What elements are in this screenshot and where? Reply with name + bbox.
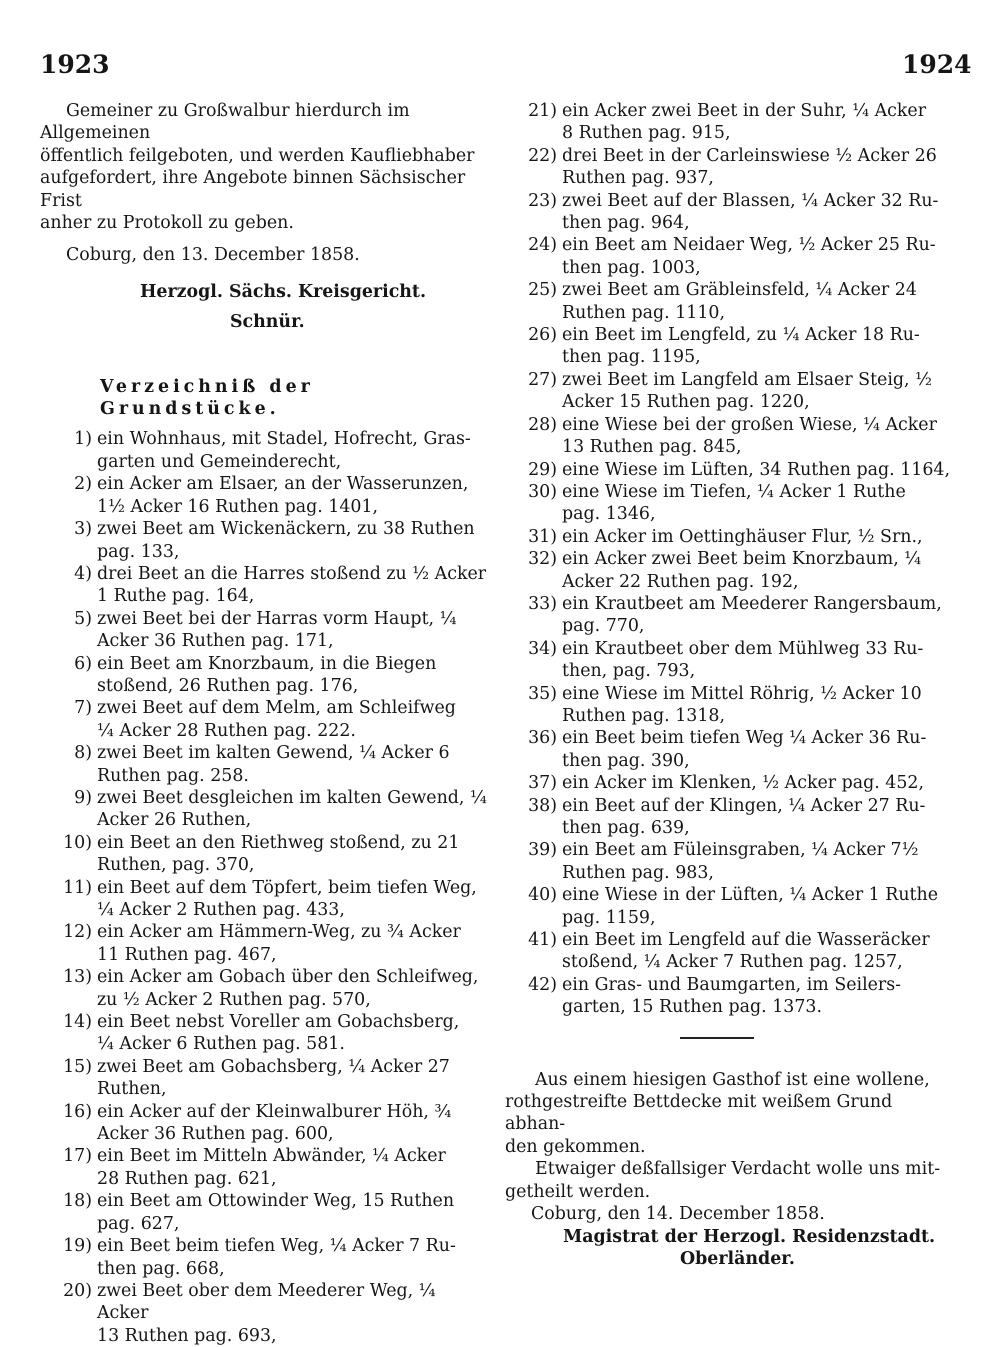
- page-number-right: 1924: [902, 50, 972, 79]
- list-item: [40, 921, 490, 966]
- item-text: ein Beet an den Riethweg stoßend, zu 21 Ruthen, pag. 370,: [97, 832, 460, 876]
- item-number: 3): [74, 519, 92, 540]
- item-text: eine Wiese im Lüften, 34 Ruthen pag. 1164,: [562, 459, 950, 480]
- section-divider: [680, 1037, 754, 1039]
- left-column: [40, 100, 490, 1347]
- item-number: 31): [528, 526, 557, 547]
- item-number: 36): [528, 728, 557, 749]
- item-number: 19): [63, 1236, 92, 1257]
- list-item: [40, 1056, 490, 1101]
- list-item: [505, 100, 955, 145]
- item-text: ein Acker am Gobach über den Schleifweg, zu ½ Acker 2 Ruthen pag. 570,: [97, 967, 479, 1010]
- item-number: 35): [528, 683, 557, 704]
- list-item: [40, 428, 490, 473]
- place-date: Coburg, den 13. December 1858.: [66, 245, 360, 266]
- item-number: 13): [63, 967, 92, 988]
- item-number: 37): [528, 773, 557, 794]
- list-item: [40, 1190, 490, 1235]
- list-item: [40, 832, 490, 877]
- item-number: 17): [63, 1146, 92, 1167]
- item-text: zwei Beet ober dem Meederer Weg, ¼ Acker 13 Ruthen pag. 693,: [97, 1280, 436, 1346]
- item-number: 41): [528, 930, 557, 951]
- item-number: 10): [63, 832, 92, 853]
- list-item: [40, 563, 490, 608]
- list-item: [505, 795, 955, 840]
- item-number: 6): [74, 653, 92, 674]
- item-text: ein Beet am Füleinsgraben, ¼ Acker 7½ Ruthen pag. 983,: [562, 840, 919, 883]
- list-item: [505, 839, 955, 884]
- item-text: zwei Beet auf dem Melm, am Schleifweg ¼ Acker 28 Ruthen pag. 222.: [97, 698, 456, 741]
- item-text: eine Wiese bei der großen Wiese, ¼ Acker 13 Ruthen pag. 845,: [562, 414, 937, 458]
- item-text: zwei Beet am Gobachsberg, ¼ Acker 27 Ruthen,: [97, 1056, 450, 1100]
- item-text: ein Beet am Knorzbaum, in die Biegen stoßend, 26 Ruthen pag. 176,: [97, 653, 437, 696]
- item-text: ein Gras- und Baumgarten, im Seilers- garten, 15 Ruthen pag. 1373.: [562, 974, 902, 1018]
- item-text: zwei Beet im kalten Gewend, ¼ Acker 6 Ruthen pag. 258.: [97, 743, 450, 786]
- item-number: 12): [63, 922, 92, 943]
- item-number: 20): [63, 1280, 92, 1301]
- item-text: zwei Beet am Gräbleinsfeld, ¼ Acker 24 Ruthen pag. 1110,: [562, 280, 917, 323]
- item-text: ein Beet im Mitteln Abwänder, ¼ Acker 28 Ruthen pag. 621,: [97, 1146, 446, 1189]
- item-text: ein Krautbeet am Meederer Rangersbaum, pag. 770,: [562, 593, 942, 637]
- item-number: 14): [63, 1012, 92, 1033]
- item-text: ein Acker zwei Beet beim Knorzbaum, ¼ Acker 22 Ruthen pag. 192,: [562, 549, 922, 592]
- item-number: 23): [528, 190, 557, 211]
- list-heading: Verzeichniß der Grundstücke.: [100, 376, 314, 420]
- item-number: 29): [528, 459, 557, 480]
- item-number: 15): [63, 1056, 92, 1077]
- property-list-right: [505, 100, 955, 1019]
- list-item: [505, 324, 955, 369]
- property-list-left: [40, 428, 490, 1347]
- item-number: 42): [528, 974, 557, 995]
- item-number: 21): [528, 101, 557, 121]
- item-number: 28): [528, 414, 557, 435]
- item-number: 16): [63, 1101, 92, 1122]
- item-text: ein Acker im Oettinghäuser Flur, ½ Srn.,: [562, 526, 923, 547]
- list-item: [40, 608, 490, 653]
- list-item: [40, 518, 490, 563]
- list-item: [505, 929, 955, 974]
- list-item: [40, 787, 490, 832]
- notice-paragraph-2: Etwaiger deßfallsiger Verdacht wolle uns mit- getheilt werden.: [505, 1159, 941, 1202]
- list-item: [505, 884, 955, 929]
- list-item: [505, 593, 955, 638]
- item-number: 34): [528, 638, 557, 659]
- item-text: ein Krautbeet ober dem Mühlweg 33 Ru- then, pag. 793,: [562, 638, 924, 682]
- item-number: 9): [74, 787, 92, 808]
- list-item: [505, 638, 955, 683]
- item-text: ein Beet im Lengfeld auf die Wasseräcker stoßend, ¼ Acker 7 Ruthen pag. 1257,: [562, 930, 930, 973]
- item-number: 33): [528, 593, 557, 614]
- item-text: zwei Beet im Langfeld am Elsaer Steig, ½ Acker 15 Ruthen pag. 1220,: [562, 369, 932, 413]
- item-text: ein Acker zwei Beet in der Suhr, ¼ Acker 8 Ruthen pag. 915,: [562, 101, 927, 144]
- signer-name: Schnür.: [230, 312, 305, 333]
- item-number: 4): [74, 563, 92, 584]
- notice-paragraph-1: Aus einem hiesigen Gasthof ist eine wollene, rothgestreifte Bettdecke mit weißem Grund abhan- den gekommen.: [505, 1069, 930, 1157]
- item-number: 27): [528, 369, 557, 390]
- item-text: ein Beet auf der Klingen, ¼ Acker 27 Ru- then pag. 639,: [562, 795, 926, 838]
- list-item: [40, 1101, 490, 1146]
- item-text: zwei Beet bei der Harras vorm Haupt, ¼ Acker 36 Ruthen pag. 171,: [97, 608, 457, 652]
- item-text: ein Acker im Klenken, ½ Acker pag. 452,: [562, 773, 925, 794]
- notice-authority: Magistrat der Herzogl. Residenzstadt.: [563, 1226, 936, 1247]
- item-number: 24): [528, 235, 557, 256]
- item-text: ein Beet am Ottowinder Weg, 15 Ruthen pag. 627,: [97, 1191, 455, 1234]
- list-item: [505, 526, 955, 548]
- item-text: drei Beet an die Harres stoßend zu ½ Acker 1 Ruthe pag. 164,: [97, 563, 487, 607]
- item-text: eine Wiese im Tiefen, ¼ Acker 1 Ruthe pag. 1346,: [562, 481, 906, 525]
- item-number: 1): [74, 429, 92, 450]
- list-item: [505, 727, 955, 772]
- item-number: 40): [528, 885, 557, 906]
- list-item: [505, 369, 955, 414]
- notice-signer: Oberländer.: [680, 1248, 795, 1269]
- list-item: [505, 974, 955, 1019]
- right-column: [505, 100, 955, 1270]
- item-number: 22): [528, 145, 557, 166]
- list-item: [40, 1011, 490, 1056]
- item-number: 32): [528, 549, 557, 570]
- item-text: ein Beet beim tiefen Weg, ¼ Acker 7 Ru- then pag. 668,: [97, 1236, 456, 1279]
- item-number: 11): [63, 877, 92, 898]
- item-number: 2): [74, 474, 92, 495]
- item-text: ein Beet am Neidaer Weg, ½ Acker 25 Ru- then pag. 1003,: [562, 235, 936, 278]
- court-name: Herzogl. Sächs. Kreisgericht.: [140, 281, 427, 302]
- list-item: [40, 1280, 490, 1347]
- list-item: [40, 1145, 490, 1190]
- list-item: [40, 742, 490, 787]
- item-text: drei Beet in der Carleinswiese ½ Acker 26 Ruthen pag. 937,: [562, 145, 937, 189]
- notice-place-date: Coburg, den 14. December 1858.: [531, 1204, 825, 1225]
- list-item: [505, 481, 955, 526]
- item-text: ein Beet beim tiefen Weg ¼ Acker 36 Ru- then pag. 390,: [562, 728, 927, 771]
- list-item: [40, 966, 490, 1011]
- list-item: [40, 877, 490, 922]
- item-number: 39): [528, 840, 557, 861]
- item-number: 18): [63, 1191, 92, 1212]
- item-number: 7): [74, 698, 92, 719]
- item-number: 8): [74, 743, 92, 764]
- item-text: zwei Beet am Wickenäckern, zu 38 Ruthen pag. 133,: [97, 519, 475, 562]
- item-text: ein Beet im Lengfeld, zu ¼ Acker 18 Ru- then pag. 1195,: [562, 325, 920, 368]
- list-item: [40, 1235, 490, 1280]
- item-text: ein Acker am Hämmern-Weg, zu ¾ Acker 11 Ruthen pag. 467,: [97, 922, 461, 965]
- item-number: 38): [528, 795, 557, 816]
- list-item: [505, 683, 955, 728]
- item-text: zwei Beet auf der Blassen, ¼ Acker 32 Ru- then pag. 964,: [562, 190, 939, 234]
- list-item: [40, 697, 490, 742]
- item-number: 26): [528, 325, 557, 346]
- list-item: [505, 772, 955, 794]
- item-number: 5): [74, 608, 92, 629]
- list-item: [505, 279, 955, 324]
- list-item: [505, 548, 955, 593]
- list-item: [505, 145, 955, 190]
- item-text: ein Acker auf der Kleinwalburer Höh, ¾ Acker 36 Ruthen pag. 600,: [97, 1101, 452, 1145]
- item-text: ein Wohnhaus, mit Stadel, Hofrecht, Gras- garten und Gemeinderecht,: [97, 429, 471, 472]
- item-text: ein Acker am Elsaer, an der Wasserunzen, 1½ Acker 16 Ruthen pag. 1401,: [97, 474, 469, 517]
- list-item: [40, 653, 490, 698]
- list-item: [40, 473, 490, 518]
- list-item: [505, 414, 955, 459]
- list-item: [505, 190, 955, 235]
- item-text: zwei Beet desgleichen im kalten Gewend, ¼ Acker 26 Ruthen,: [97, 787, 487, 831]
- item-text: eine Wiese im Mittel Röhrig, ½ Acker 10 Ruthen pag. 1318,: [562, 683, 922, 726]
- list-item: [505, 459, 955, 481]
- list-item: [505, 234, 955, 279]
- page-number-left: 1923: [40, 50, 110, 79]
- item-text: eine Wiese in der Lüften, ¼ Acker 1 Ruthe pag. 1159,: [562, 885, 939, 928]
- intro-paragraph: Gemeiner zu Großwalbur hierdurch im Allgemeinen öffentlich feilgeboten, und werden Kaufliebhaber aufgefordert, ihre Angebote binnen Sächsischer Frist anher zu Protokoll zu geben.: [40, 101, 475, 234]
- item-number: 25): [528, 280, 557, 301]
- item-text: ein Beet auf dem Töpfert, beim tiefen Weg, ¼ Acker 2 Ruthen pag. 433,: [97, 877, 477, 920]
- item-number: 30): [528, 481, 557, 502]
- item-text: ein Beet nebst Voreller am Gobachsberg, ¼ Acker 6 Ruthen pag. 581.: [97, 1012, 460, 1055]
